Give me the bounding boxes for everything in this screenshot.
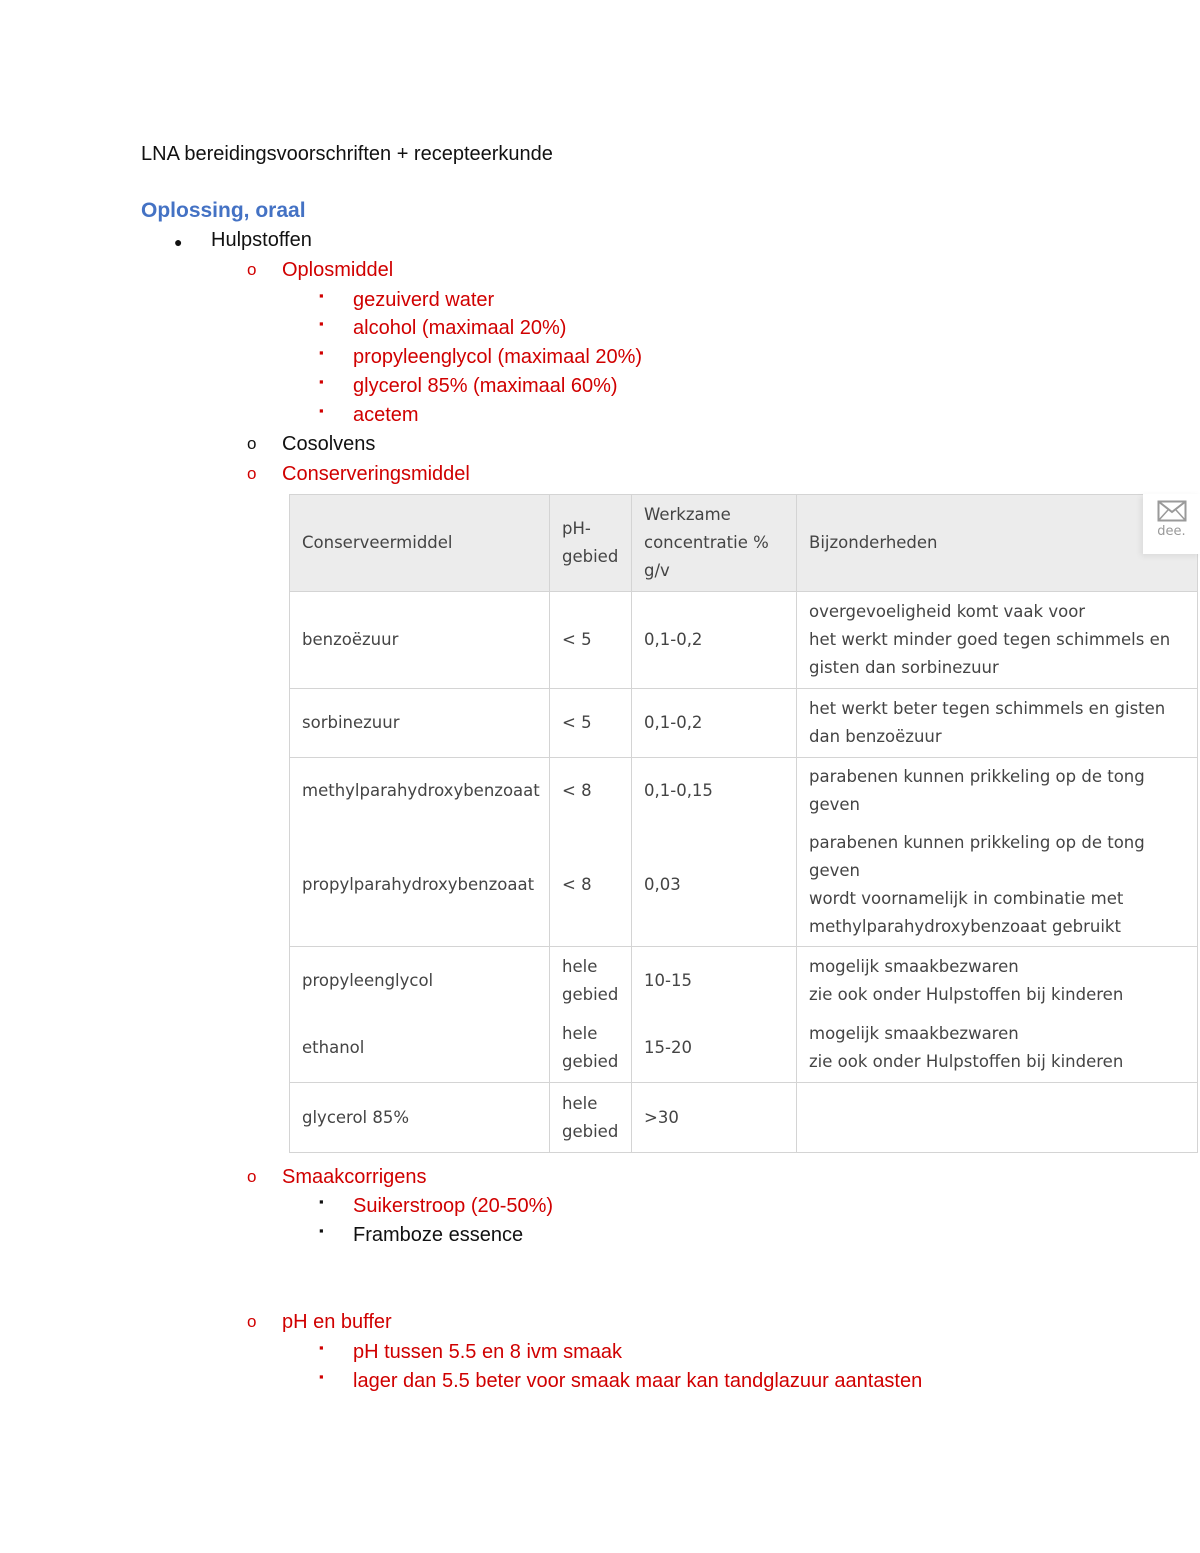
list-item-label: Hulpstoffen (211, 229, 312, 251)
circle-bullet-icon: o (247, 1312, 257, 1331)
list-item-smaakcorrigens (247, 1166, 427, 1189)
table-cell: 0,1-0,2 (632, 689, 797, 758)
square-bullet-icon: ▪ (319, 288, 324, 303)
table-cell: < 8 (550, 758, 632, 824)
mail-icon (1157, 500, 1187, 522)
table-cell: parabenen kunnen prikkeling op de tong geven (797, 758, 1198, 824)
table-cell: sorbinezuur (290, 689, 550, 758)
table-cell: hele gebied (550, 1015, 632, 1083)
table-cell: parabenen kunnen prikkeling op de tong geven wordt voornamelijk in combinatie met methylparahydroxybenzoaat gebruikt (797, 824, 1198, 947)
table-cell: propyleenglycol (290, 947, 550, 1015)
circle-bullet-icon: o (247, 1167, 257, 1186)
table-cell: ethanol (290, 1015, 550, 1083)
table-cell: methylparahydroxybenzoaat (290, 758, 550, 824)
circle-bullet-icon: o (247, 434, 257, 453)
table-row (290, 758, 1198, 824)
table-cell: hele gebied (550, 1083, 632, 1153)
table-cell: hele gebied (550, 947, 632, 1015)
list-item-label: Cosolvens (282, 433, 376, 455)
list-item (319, 1369, 923, 1393)
square-bullet-icon: ▪ (319, 316, 324, 331)
table-cell: 0,1-0,15 (632, 758, 797, 824)
table-row (290, 947, 1198, 1015)
list-item (319, 403, 419, 427)
list-item-label: Smaakcorrigens (282, 1166, 427, 1188)
list-item-label: Conserveringsmiddel (282, 463, 470, 485)
bullet-icon: ● (174, 234, 183, 250)
square-bullet-icon: ▪ (319, 403, 324, 418)
list-item-label: glycerol 85% (maximaal 60%) (353, 375, 618, 397)
share-widget[interactable] (1143, 494, 1200, 554)
table-cell: mogelijk smaakbezwaren zie ook onder Hulpstoffen bij kinderen (797, 1015, 1198, 1083)
list-item (319, 288, 495, 312)
table-cell (797, 1083, 1198, 1153)
table-cell: 10-15 (632, 947, 797, 1015)
list-item-hulpstoffen (174, 229, 312, 252)
table-cell: 15-20 (632, 1015, 797, 1083)
list-item (319, 316, 567, 340)
square-bullet-icon: ▪ (319, 374, 324, 389)
list-item (319, 1223, 524, 1247)
square-bullet-icon: ▪ (319, 1369, 324, 1384)
share-label: dee. (1157, 524, 1186, 539)
table-cell: mogelijk smaakbezwaren zie ook onder Hulpstoffen bij kinderen (797, 947, 1198, 1015)
list-item-label: Oplosmiddel (282, 259, 394, 281)
table-cell: >30 (632, 1083, 797, 1153)
table-row (290, 592, 1198, 689)
document-title: LNA bereidingsvoorschriften + recepteerkunde (141, 143, 553, 165)
table-cell: 0,03 (632, 824, 797, 947)
list-item-label: pH en buffer (282, 1311, 392, 1333)
list-item-conserveringsmiddel (247, 463, 470, 486)
section-heading: Oplossing, oraal (141, 199, 306, 222)
table-cell: het werkt beter tegen schimmels en gisten dan benzoëzuur (797, 689, 1198, 758)
list-item (319, 1194, 554, 1218)
list-item-label: pH tussen 5.5 en 8 ivm smaak (353, 1341, 623, 1363)
list-item (319, 1340, 623, 1364)
column-header-concentratie: Werkzame concentratie % g/v (632, 495, 797, 592)
list-item-label: lager dan 5.5 beter voor smaak maar kan tandglazuur aantasten (353, 1370, 923, 1392)
list-item-oplosmiddel (247, 259, 394, 282)
table-cell: < 8 (550, 824, 632, 947)
table-header-row (290, 495, 1198, 592)
column-header-conserveermiddel: Conserveermiddel (290, 495, 550, 592)
list-item-label: propyleenglycol (maximaal 20%) (353, 346, 643, 368)
list-item-ph-buffer (247, 1311, 392, 1334)
square-bullet-icon: ▪ (319, 1194, 324, 1209)
list-item (319, 374, 618, 398)
table-cell: 0,1-0,2 (632, 592, 797, 689)
table-cell: benzoëzuur (290, 592, 550, 689)
table-row (290, 1083, 1198, 1153)
circle-bullet-icon: o (247, 464, 257, 483)
table-row (290, 824, 1198, 947)
list-item-label: alcohol (maximaal 20%) (353, 317, 567, 339)
list-item-label: gezuiverd water (353, 289, 495, 311)
table-cell: < 5 (550, 592, 632, 689)
list-item (319, 345, 643, 369)
circle-bullet-icon: o (247, 260, 257, 279)
list-item-label: Framboze essence (353, 1224, 524, 1246)
list-item-cosolvens (247, 433, 376, 456)
table-cell: overgevoeligheid komt vaak voor het werkt minder goed tegen schimmels en gisten dan sorbinezuur (797, 592, 1198, 689)
column-header-bijzonderheden: Bijzonderheden (797, 495, 1198, 592)
square-bullet-icon: ▪ (319, 345, 324, 360)
table-cell: < 5 (550, 689, 632, 758)
preservatives-table (289, 494, 1197, 1153)
table-row (290, 689, 1198, 758)
table-row (290, 1015, 1198, 1083)
table-cell: propylparahydroxybenzoaat (290, 824, 550, 947)
column-header-ph: pH- gebied (550, 495, 632, 592)
list-item-label: Suikerstroop (20-50%) (353, 1195, 554, 1217)
list-item-label: acetem (353, 404, 419, 426)
square-bullet-icon: ▪ (319, 1340, 324, 1355)
square-bullet-icon: ▪ (319, 1223, 324, 1238)
table-cell: glycerol 85% (290, 1083, 550, 1153)
